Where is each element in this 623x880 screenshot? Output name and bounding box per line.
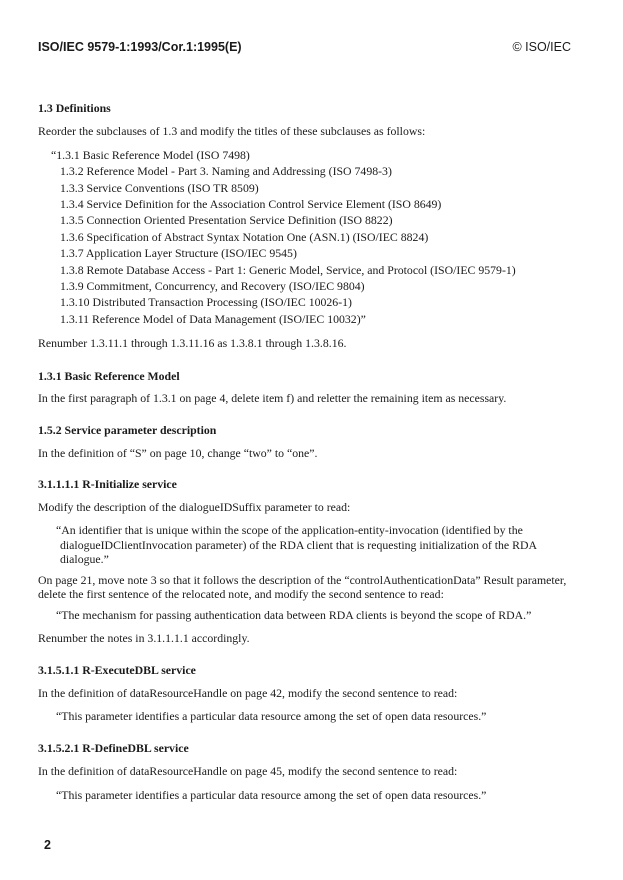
quote-line: dialogueIDClientInvocation parameter) of the RDA client that is requesting initialization of the RDA — [60, 538, 537, 552]
renumber-instruction: Renumber 1.3.11.1 through 1.3.11.16 as 1.3.8.1 through 1.3.8.16. — [38, 336, 347, 350]
section-3-1-5-2-1-text: In the definition of dataResourceHandle on page 45, modify the second sentence to read: — [38, 764, 458, 778]
standard-reference: ISO/IEC 9579-1:1993/Cor.1:1995(E) — [38, 40, 242, 54]
section-1-5-2-text: In the definition of “S” on page 10, change “two” to “one”. — [38, 446, 318, 460]
section-3-1-5-1-1-text: In the definition of dataResourceHandle on page 42, modify the second sentence to read: — [38, 686, 458, 700]
list-item: 1.3.5 Connection Oriented Presentation Service Definition (ISO 8822) — [60, 213, 393, 227]
quote-line: “This parameter identifies a particular data resource among the set of open data resources.” — [56, 709, 487, 723]
quote-line: “The mechanism for passing authentication data between RDA clients is beyond the scope of RDA.” — [56, 608, 532, 622]
list-item: 1.3.6 Specification of Abstract Syntax Notation One (ASN.1) (ISO/IEC 8824) — [60, 230, 429, 244]
list-item: 1.3.7 Application Layer Structure (ISO/IEC 9545) — [60, 246, 297, 260]
quote-line: dialogue.” — [60, 552, 109, 566]
section-heading-3-1-1-1-1: 3.1.1.1.1 R-Initialize service — [38, 477, 177, 491]
renumber-notes: Renumber the notes in 3.1.1.1.1 accordingly. — [38, 631, 250, 645]
list-item: 1.3.2 Reference Model - Part 3. Naming and Addressing (ISO 7498-3) — [60, 164, 392, 178]
copyright-notice: © ISO/IEC — [512, 40, 571, 54]
section-heading-1-3-1: 1.3.1 Basic Reference Model — [38, 369, 180, 383]
note-instruction-line: delete the first sentence of the relocated note, and modify the second sentence to read: — [38, 587, 444, 601]
page-number: 2 — [44, 838, 51, 852]
list-item: 1.3.11 Reference Model of Data Management (ISO/IEC 10032)” — [60, 312, 366, 326]
section-1-3-intro: Reorder the subclauses of 1.3 and modify the titles of these subclauses as follows: — [38, 124, 426, 138]
list-item: 1.3.10 Distributed Transaction Processing (ISO/IEC 10026-1) — [60, 295, 352, 309]
list-item: “1.3.1 Basic Reference Model (ISO 7498) — [51, 148, 250, 162]
list-item: 1.3.4 Service Definition for the Association Control Service Element (ISO 8649) — [60, 197, 442, 211]
section-heading-1-5-2: 1.5.2 Service parameter description — [38, 423, 217, 437]
section-3-1-1-1-1-text: Modify the description of the dialogueIDSuffix parameter to read: — [38, 500, 351, 514]
quote-line: “This parameter identifies a particular data resource among the set of open data resources.” — [56, 788, 487, 802]
section-heading-3-1-5-2-1: 3.1.5.2.1 R-DefineDBL service — [38, 741, 189, 755]
section-heading-1-3: 1.3 Definitions — [38, 101, 111, 115]
list-item: 1.3.9 Commitment, Concurrency, and Recovery (ISO/IEC 9804) — [60, 279, 365, 293]
section-1-3-1-text: In the first paragraph of 1.3.1 on page 4, delete item f) and reletter the remaining item as necessary. — [38, 391, 507, 405]
section-heading-3-1-5-1-1: 3.1.5.1.1 R-ExecuteDBL service — [38, 663, 196, 677]
note-instruction-line: On page 21, move note 3 so that it follows the description of the “controlAuthenticationData” Result parameter, — [38, 573, 567, 587]
list-item: 1.3.8 Remote Database Access - Part 1: Generic Model, Service, and Protocol (ISO/IEC 9579-1) — [60, 263, 516, 277]
quote-line: “An identifier that is unique within the scope of the application-entity-invocation (identified by the — [56, 523, 523, 537]
list-item: 1.3.3 Service Conventions (ISO TR 8509) — [60, 181, 259, 195]
